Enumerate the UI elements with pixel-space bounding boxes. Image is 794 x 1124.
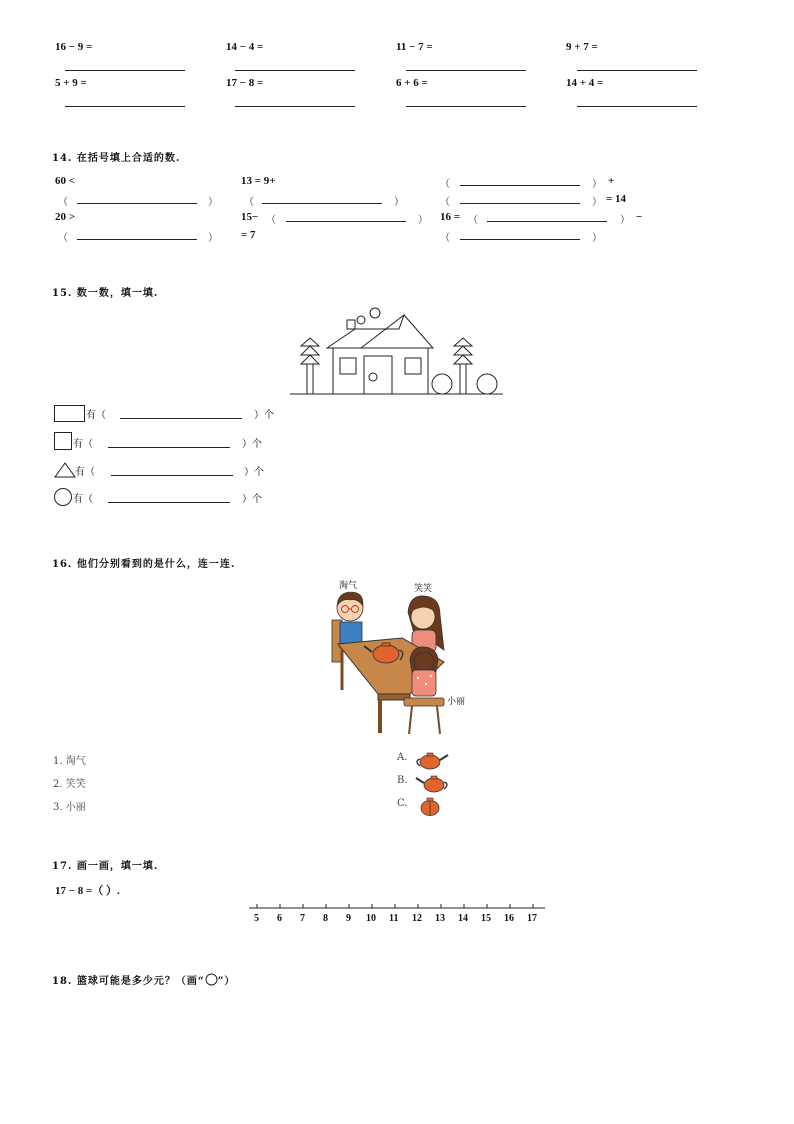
label-taoqi: 淘气 xyxy=(339,581,358,591)
count-label: 有（ xyxy=(73,494,93,505)
count-label: 有（ xyxy=(75,467,95,478)
label-xiaoxiao: 笑笑 xyxy=(414,584,433,594)
q18-title-end: ”） xyxy=(217,976,236,987)
equation-6: 17 − 8 = xyxy=(226,77,264,89)
paren-open: （ xyxy=(58,233,68,244)
question-16-title: 16. 他们分别看到的是什么，连一连. xyxy=(52,559,236,570)
paren-open: （ xyxy=(468,215,478,226)
question-15-title: 15. 数一数，填一填. xyxy=(52,288,159,299)
count-unit: ）个 xyxy=(244,467,264,478)
count-label: 有（ xyxy=(73,439,93,450)
paren-close: ） xyxy=(418,215,428,226)
q14-part-2: 13 = 9+ xyxy=(241,175,276,187)
equation-8: 14 + 4 = xyxy=(566,77,604,89)
equation-4: 9 + 7 = xyxy=(566,41,598,53)
count-unit: ）个 xyxy=(254,410,274,421)
option-c-label: C. xyxy=(397,798,408,809)
paren-close: ） xyxy=(208,233,218,244)
q14-part-5-end: = 7 xyxy=(241,229,256,241)
person-1: 1. 淘气 xyxy=(53,756,86,767)
paren-open: （ xyxy=(266,215,276,226)
q17-expression: 17 − 8 =（ ）. xyxy=(55,885,120,897)
number-line-tick-label: 12 xyxy=(412,913,422,924)
paren-open: （ xyxy=(244,197,254,208)
equation-7: 6 + 6 = xyxy=(396,77,428,89)
paren-open: （ xyxy=(440,197,450,208)
option-b-label: B. xyxy=(397,775,408,786)
number-line-tick-label: 16 xyxy=(504,913,514,924)
equation-2: 14 − 4 = xyxy=(226,41,264,53)
option-a-label: A. xyxy=(397,752,408,763)
label-xiaoli: 小丽 xyxy=(447,697,466,707)
number-line-tick-label: 17 xyxy=(527,913,537,924)
q14-part-4: 20 > xyxy=(55,211,76,223)
paren-close: ） xyxy=(592,233,602,244)
paren-open: （ xyxy=(440,233,450,244)
paren-close: ） xyxy=(394,197,404,208)
equation-5: 5 + 9 = xyxy=(55,77,87,89)
number-line-tick-label: 7 xyxy=(300,913,305,924)
q14-part-6-tail: − xyxy=(636,211,643,223)
question-17-title: 17. 画一画，填一填. xyxy=(52,861,159,872)
q14-part-3-end: = 14 xyxy=(606,193,627,205)
count-unit: ）个 xyxy=(242,439,262,450)
number-line-tick-label: 10 xyxy=(366,913,376,924)
q14-part-6: 16 = xyxy=(440,211,461,223)
q14-part-1: 60 < xyxy=(55,175,76,187)
circle-icon xyxy=(205,973,218,986)
person-3: 3. 小丽 xyxy=(53,802,86,813)
paren-open: （ xyxy=(58,197,68,208)
person-2: 2. 笑笑 xyxy=(53,779,86,790)
q18-title-text: 18. 篮球可能是多少元？（画“ xyxy=(52,976,205,987)
paren-close: ） xyxy=(592,197,602,208)
equation-1: 16 − 9 = xyxy=(55,41,93,53)
number-line-tick-label: 13 xyxy=(435,913,445,924)
count-label: 有（ xyxy=(86,410,106,421)
number-line-tick-label: 8 xyxy=(323,913,328,924)
number-line-tick-label: 15 xyxy=(481,913,491,924)
number-line-tick-label: 14 xyxy=(458,913,468,924)
number-line-tick-label: 6 xyxy=(277,913,282,924)
paren-close: ） xyxy=(592,179,602,190)
number-line-tick-label: 9 xyxy=(346,913,351,924)
count-unit: ）个 xyxy=(242,494,262,505)
question-14-title: 14. 在括号填上合适的数. xyxy=(52,153,181,164)
paren-close: ） xyxy=(208,197,218,208)
number-line-tick-label: 5 xyxy=(254,913,259,924)
number-line-tick-label: 11 xyxy=(389,913,399,924)
question-18-title xyxy=(52,972,235,987)
equation-3: 11 − 7 = xyxy=(396,41,433,53)
paren-close: ） xyxy=(620,215,630,226)
paren-open: （ xyxy=(440,179,450,190)
q14-part-3-tail: + xyxy=(608,175,615,187)
q14-part-5: 15− xyxy=(241,211,259,223)
